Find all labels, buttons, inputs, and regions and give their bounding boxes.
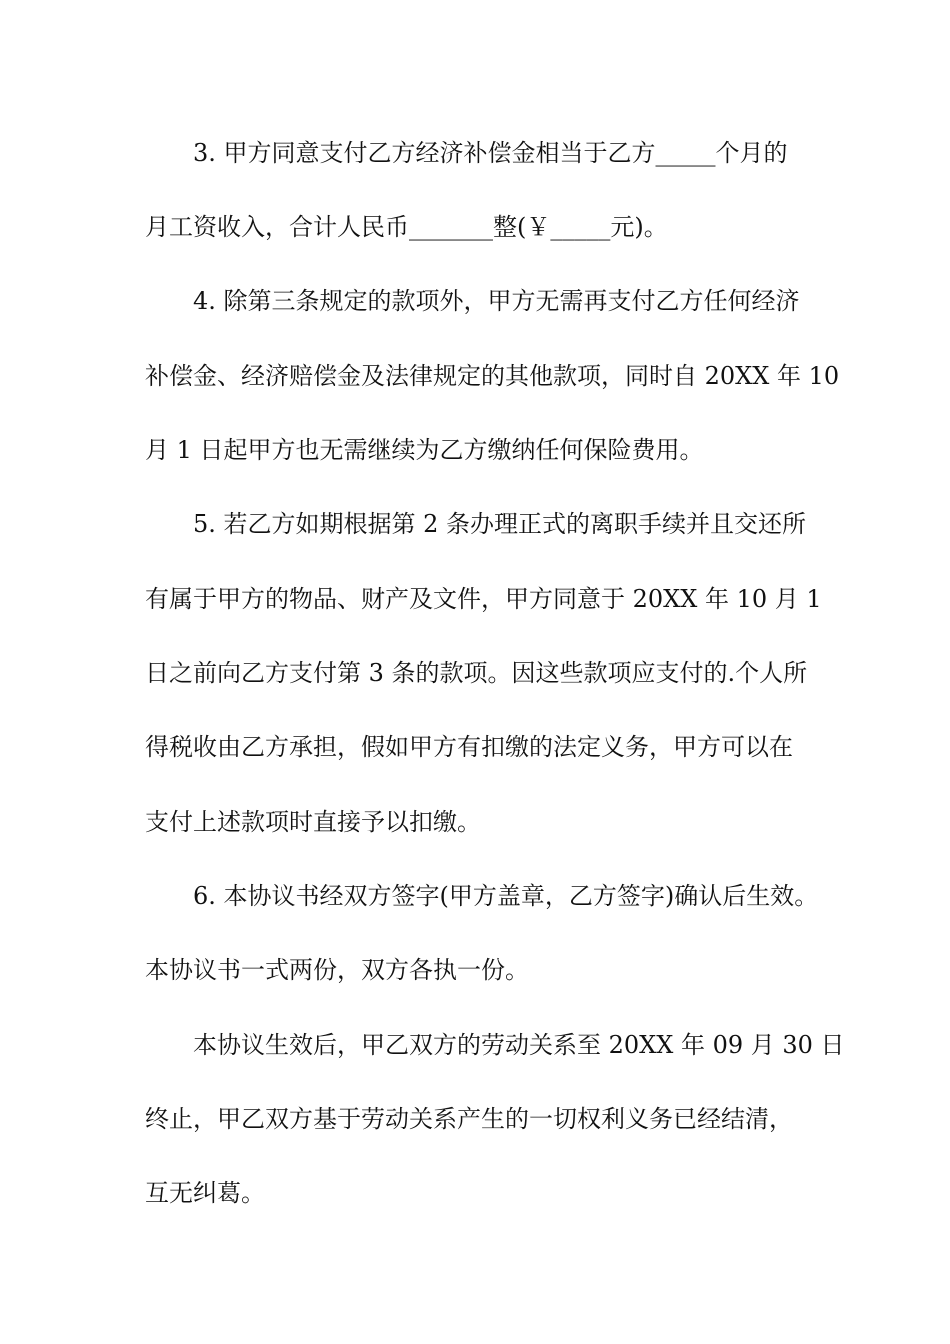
- closing-line-1: 本协议生效后，甲乙双方的劳动关系至 20XX 年 09 月 30 日: [193, 1031, 845, 1059]
- clause-4-line-1: 4. 除第三条规定的款项外，甲方无需再支付乙方任何经济: [193, 287, 800, 315]
- clause-4-line-2: 补偿金、经济赔偿金及法律规定的其他款项，同时自 20XX 年 10: [145, 362, 840, 390]
- clause-5-line-2: 有属于甲方的物品、财产及文件，甲方同意于 20XX 年 10 月 1: [145, 585, 822, 613]
- closing-line-2: 终止，甲乙双方基于劳动关系产生的一切权利义务已经结清，: [145, 1105, 793, 1133]
- clause-4-line-3: 月 1 日起甲方也无需继续为乙方缴纳任何保险费用。: [145, 436, 704, 464]
- clause-5-line-4: 得税收由乙方承担，假如甲方有扣缴的法定义务，甲方可以在: [145, 733, 793, 761]
- clause-3-line-1: 3. 甲方同意支付乙方经济补偿金相当于乙方_____个月的: [193, 139, 788, 167]
- clause-6-line-1: 6. 本协议书经双方签字(甲方盖章，乙方签字)确认后生效。: [193, 882, 819, 910]
- clause-5-line-5: 支付上述款项时直接予以扣缴。: [145, 808, 481, 836]
- clause-5-line-1: 5. 若乙方如期根据第 2 条办理正式的离职手续并且交还所: [193, 510, 807, 538]
- closing-line-3: 互无纠葛。: [145, 1179, 265, 1207]
- clause-5-line-3: 日之前向乙方支付第 3 条的款项。因这些款项应支付的.个人所: [145, 659, 808, 687]
- clause-3-line-2: 月工资收入，合计人民币_______整(￥_____元)。: [145, 213, 668, 241]
- clause-6-line-2: 本协议书一式两份，双方各执一份。: [145, 956, 529, 984]
